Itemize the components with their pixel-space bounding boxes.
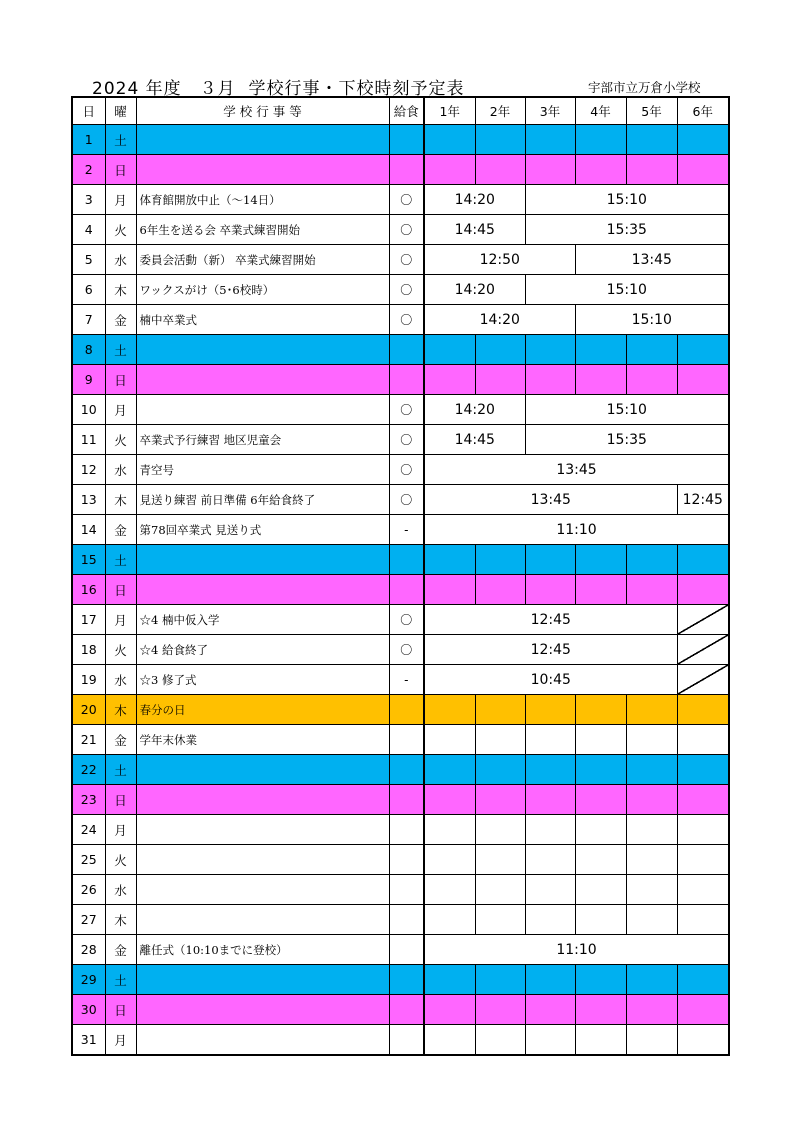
weekday: 金 bbox=[105, 725, 136, 755]
dismissal-time: 11:10 bbox=[424, 935, 729, 965]
dismissal-time: 15:10 bbox=[525, 185, 729, 215]
dismissal-time bbox=[575, 815, 626, 845]
dismissal-time bbox=[525, 785, 575, 815]
event-cell bbox=[136, 755, 389, 785]
dismissal-time bbox=[525, 1025, 575, 1056]
day-row bbox=[72, 455, 729, 485]
dismissal-time bbox=[475, 815, 525, 845]
day-number: 6 bbox=[72, 275, 105, 305]
lunch-cell bbox=[389, 335, 424, 365]
day-row bbox=[72, 155, 729, 185]
weekday: 木 bbox=[105, 695, 136, 725]
dismissal-time bbox=[575, 365, 626, 395]
header-events: 学 校 行 事 等 bbox=[136, 97, 389, 125]
dismissal-time bbox=[575, 845, 626, 875]
lunch-cell bbox=[389, 875, 424, 905]
weekday: 火 bbox=[105, 635, 136, 665]
lunch-cell: 〇 bbox=[389, 215, 424, 245]
dismissal-time bbox=[525, 995, 575, 1025]
weekday: 月 bbox=[105, 395, 136, 425]
day-row bbox=[72, 935, 729, 965]
weekday: 土 bbox=[105, 965, 136, 995]
day-row bbox=[72, 365, 729, 395]
day-number: 8 bbox=[72, 335, 105, 365]
dismissal-time bbox=[626, 695, 677, 725]
weekday: 土 bbox=[105, 755, 136, 785]
dismissal-time bbox=[525, 815, 575, 845]
day-row bbox=[72, 635, 729, 665]
school-name: 宇部市立万倉小学校 bbox=[588, 80, 701, 95]
dismissal-time: 14:20 bbox=[424, 395, 525, 425]
dismissal-time bbox=[475, 965, 525, 995]
day-row bbox=[72, 215, 729, 245]
header-grade-1: 1年 bbox=[424, 97, 475, 125]
day-row bbox=[72, 245, 729, 275]
weekday: 水 bbox=[105, 455, 136, 485]
day-number: 15 bbox=[72, 545, 105, 575]
lunch-cell: 〇 bbox=[389, 305, 424, 335]
dismissal-time bbox=[475, 785, 525, 815]
day-row bbox=[72, 1025, 729, 1056]
header-row bbox=[72, 97, 729, 125]
lunch-cell bbox=[389, 845, 424, 875]
day-number: 17 bbox=[72, 605, 105, 635]
event-cell: 体育館開放中止（〜14日） bbox=[136, 185, 389, 215]
dismissal-time bbox=[525, 965, 575, 995]
dismissal-time: 10:45 bbox=[424, 665, 677, 695]
dismissal-time bbox=[424, 755, 475, 785]
dismissal-time bbox=[677, 905, 729, 935]
dismissal-time bbox=[626, 995, 677, 1025]
lunch-cell bbox=[389, 905, 424, 935]
lunch-cell: 〇 bbox=[389, 455, 424, 485]
dismissal-time bbox=[575, 725, 626, 755]
event-cell: 春分の日 bbox=[136, 695, 389, 725]
event-cell bbox=[136, 1025, 389, 1056]
dismissal-time: 15:35 bbox=[525, 215, 729, 245]
weekday: 月 bbox=[105, 1025, 136, 1056]
day-row bbox=[72, 605, 729, 635]
lunch-cell: - bbox=[389, 665, 424, 695]
weekday: 月 bbox=[105, 185, 136, 215]
weekday: 火 bbox=[105, 425, 136, 455]
dismissal-time bbox=[677, 335, 729, 365]
dismissal-time: 14:20 bbox=[424, 305, 575, 335]
day-number: 21 bbox=[72, 725, 105, 755]
dismissal-time bbox=[475, 335, 525, 365]
day-row bbox=[72, 545, 729, 575]
dismissal-time bbox=[677, 965, 729, 995]
dismissal-time bbox=[424, 815, 475, 845]
dismissal-time bbox=[626, 815, 677, 845]
weekday: 日 bbox=[105, 155, 136, 185]
dismissal-time bbox=[424, 125, 475, 155]
event-cell bbox=[136, 905, 389, 935]
dismissal-time bbox=[626, 545, 677, 575]
dismissal-time: 12:45 bbox=[677, 485, 729, 515]
day-row bbox=[72, 305, 729, 335]
weekday: 水 bbox=[105, 245, 136, 275]
dismissal-time bbox=[525, 725, 575, 755]
dismissal-time bbox=[626, 155, 677, 185]
day-row bbox=[72, 875, 729, 905]
dismissal-time bbox=[626, 905, 677, 935]
day-number: 2 bbox=[72, 155, 105, 185]
event-cell: 離任式（10:10までに登校） bbox=[136, 935, 389, 965]
lunch-cell bbox=[389, 1025, 424, 1056]
dismissal-time: 15:10 bbox=[525, 395, 729, 425]
dismissal-time bbox=[575, 545, 626, 575]
day-row bbox=[72, 965, 729, 995]
day-number: 20 bbox=[72, 695, 105, 725]
event-cell bbox=[136, 785, 389, 815]
event-cell: 見送り練習 前日準備 6年給食終了 bbox=[136, 485, 389, 515]
lunch-cell: 〇 bbox=[389, 395, 424, 425]
dismissal-time: 14:20 bbox=[424, 185, 525, 215]
dismissal-time: 15:10 bbox=[575, 305, 729, 335]
dismissal-time bbox=[475, 545, 525, 575]
lunch-cell: 〇 bbox=[389, 425, 424, 455]
day-row bbox=[72, 335, 729, 365]
dismissal-time bbox=[677, 1025, 729, 1056]
dismissal-time bbox=[575, 155, 626, 185]
dismissal-time bbox=[677, 365, 729, 395]
day-row bbox=[72, 515, 729, 545]
day-row bbox=[72, 125, 729, 155]
page-title: 2024 年度 ３月 学校行事・下校時刻予定表 bbox=[92, 79, 465, 99]
lunch-cell bbox=[389, 815, 424, 845]
dismissal-time bbox=[677, 755, 729, 785]
dismissal-time bbox=[575, 965, 626, 995]
day-number: 30 bbox=[72, 995, 105, 1025]
day-number: 13 bbox=[72, 485, 105, 515]
dismissal-time bbox=[475, 575, 525, 605]
day-row bbox=[72, 815, 729, 845]
dismissal-time bbox=[677, 155, 729, 185]
weekday: 金 bbox=[105, 515, 136, 545]
event-cell: 委員会活動（新） 卒業式練習開始 bbox=[136, 245, 389, 275]
dismissal-time bbox=[677, 875, 729, 905]
header-weekday: 曜 bbox=[105, 97, 136, 125]
lunch-cell: 〇 bbox=[389, 245, 424, 275]
header-grade-6: 6年 bbox=[677, 97, 729, 125]
dismissal-time bbox=[677, 125, 729, 155]
day-row bbox=[72, 755, 729, 785]
weekday: 木 bbox=[105, 485, 136, 515]
dismissal-time bbox=[575, 575, 626, 605]
dismissal-time: 13:45 bbox=[575, 245, 729, 275]
weekday: 日 bbox=[105, 365, 136, 395]
dismissal-time: 13:45 bbox=[424, 485, 677, 515]
weekday: 木 bbox=[105, 905, 136, 935]
day-number: 12 bbox=[72, 455, 105, 485]
day-row bbox=[72, 725, 729, 755]
dismissal-time bbox=[575, 755, 626, 785]
header-day: 日 bbox=[72, 97, 105, 125]
dismissal-time bbox=[475, 845, 525, 875]
weekday: 日 bbox=[105, 785, 136, 815]
dismissal-time bbox=[475, 905, 525, 935]
lunch-cell bbox=[389, 575, 424, 605]
lunch-cell bbox=[389, 995, 424, 1025]
day-row bbox=[72, 395, 729, 425]
dismissal-time bbox=[626, 125, 677, 155]
weekday: 月 bbox=[105, 815, 136, 845]
dismissal-time bbox=[626, 1025, 677, 1056]
dismissal-time bbox=[525, 575, 575, 605]
weekday: 土 bbox=[105, 545, 136, 575]
dismissal-time bbox=[626, 875, 677, 905]
event-cell bbox=[136, 995, 389, 1025]
dismissal-time bbox=[424, 155, 475, 185]
lunch-cell: 〇 bbox=[389, 185, 424, 215]
weekday: 土 bbox=[105, 125, 136, 155]
event-cell: ☆4 楠中仮入学 bbox=[136, 605, 389, 635]
dismissal-time bbox=[626, 575, 677, 605]
dismissal-time bbox=[575, 875, 626, 905]
dismissal-time bbox=[575, 335, 626, 365]
event-cell bbox=[136, 545, 389, 575]
day-number: 31 bbox=[72, 1025, 105, 1056]
dismissal-time bbox=[424, 695, 475, 725]
dismissal-time: 14:45 bbox=[424, 215, 525, 245]
dismissal-time bbox=[677, 815, 729, 845]
header-grade-2: 2年 bbox=[475, 97, 525, 125]
dismissal-time bbox=[575, 125, 626, 155]
event-cell bbox=[136, 815, 389, 845]
lunch-cell bbox=[389, 155, 424, 185]
dismissal-time: 12:50 bbox=[424, 245, 575, 275]
event-cell bbox=[136, 575, 389, 605]
weekday: 土 bbox=[105, 335, 136, 365]
event-cell: 青空号 bbox=[136, 455, 389, 485]
day-number: 24 bbox=[72, 815, 105, 845]
day-number: 3 bbox=[72, 185, 105, 215]
header-grade-4: 4年 bbox=[575, 97, 626, 125]
day-row bbox=[72, 665, 729, 695]
day-number: 22 bbox=[72, 755, 105, 785]
not-applicable-cell bbox=[677, 605, 729, 635]
dismissal-time bbox=[626, 365, 677, 395]
lunch-cell bbox=[389, 785, 424, 815]
day-number: 25 bbox=[72, 845, 105, 875]
weekday: 日 bbox=[105, 995, 136, 1025]
dismissal-time bbox=[525, 845, 575, 875]
day-number: 23 bbox=[72, 785, 105, 815]
event-cell: 楠中卒業式 bbox=[136, 305, 389, 335]
weekday: 金 bbox=[105, 305, 136, 335]
dismissal-time: 15:35 bbox=[525, 425, 729, 455]
dismissal-time bbox=[424, 545, 475, 575]
dismissal-time: 14:45 bbox=[424, 425, 525, 455]
header-grade-3: 3年 bbox=[525, 97, 575, 125]
dismissal-time bbox=[424, 335, 475, 365]
lunch-cell: - bbox=[389, 515, 424, 545]
dismissal-time bbox=[677, 995, 729, 1025]
dismissal-time bbox=[677, 725, 729, 755]
day-number: 29 bbox=[72, 965, 105, 995]
dismissal-time bbox=[575, 1025, 626, 1056]
dismissal-time bbox=[575, 695, 626, 725]
dismissal-time: 14:20 bbox=[424, 275, 525, 305]
dismissal-time bbox=[475, 875, 525, 905]
dismissal-time bbox=[475, 995, 525, 1025]
event-cell: 学年末休業 bbox=[136, 725, 389, 755]
day-number: 16 bbox=[72, 575, 105, 605]
day-number: 14 bbox=[72, 515, 105, 545]
dismissal-time bbox=[677, 575, 729, 605]
lunch-cell bbox=[389, 965, 424, 995]
dismissal-time bbox=[424, 1025, 475, 1056]
event-cell bbox=[136, 125, 389, 155]
event-cell: 6年生を送る会 卒業式練習開始 bbox=[136, 215, 389, 245]
day-number: 4 bbox=[72, 215, 105, 245]
day-number: 7 bbox=[72, 305, 105, 335]
dismissal-time bbox=[575, 905, 626, 935]
weekday: 水 bbox=[105, 875, 136, 905]
dismissal-time bbox=[626, 725, 677, 755]
dismissal-time bbox=[475, 755, 525, 785]
day-row bbox=[72, 275, 729, 305]
dismissal-time bbox=[575, 785, 626, 815]
event-cell bbox=[136, 365, 389, 395]
weekday: 水 bbox=[105, 665, 136, 695]
dismissal-time bbox=[475, 155, 525, 185]
day-row bbox=[72, 695, 729, 725]
weekday: 火 bbox=[105, 845, 136, 875]
dismissal-time bbox=[626, 755, 677, 785]
day-number: 1 bbox=[72, 125, 105, 155]
dismissal-time bbox=[525, 755, 575, 785]
day-number: 11 bbox=[72, 425, 105, 455]
lunch-cell: 〇 bbox=[389, 635, 424, 665]
event-cell bbox=[136, 335, 389, 365]
day-row bbox=[72, 485, 729, 515]
dismissal-time bbox=[626, 965, 677, 995]
dismissal-time bbox=[575, 995, 626, 1025]
event-cell: ☆3 修了式 bbox=[136, 665, 389, 695]
lunch-cell bbox=[389, 725, 424, 755]
dismissal-time: 12:45 bbox=[424, 635, 677, 665]
day-row bbox=[72, 995, 729, 1025]
dismissal-time bbox=[677, 545, 729, 575]
dismissal-time bbox=[424, 875, 475, 905]
dismissal-time bbox=[424, 575, 475, 605]
dismissal-time bbox=[424, 905, 475, 935]
lunch-cell bbox=[389, 545, 424, 575]
lunch-cell: 〇 bbox=[389, 485, 424, 515]
dismissal-time bbox=[525, 875, 575, 905]
dismissal-time bbox=[424, 365, 475, 395]
dismissal-time bbox=[424, 725, 475, 755]
dismissal-time bbox=[677, 845, 729, 875]
day-number: 10 bbox=[72, 395, 105, 425]
dismissal-time bbox=[475, 695, 525, 725]
event-cell bbox=[136, 845, 389, 875]
lunch-cell bbox=[389, 695, 424, 725]
lunch-cell: 〇 bbox=[389, 275, 424, 305]
not-applicable-cell bbox=[677, 665, 729, 695]
weekday: 日 bbox=[105, 575, 136, 605]
event-cell bbox=[136, 875, 389, 905]
lunch-cell: 〇 bbox=[389, 605, 424, 635]
dismissal-time bbox=[475, 725, 525, 755]
dismissal-time bbox=[424, 995, 475, 1025]
dismissal-time bbox=[525, 125, 575, 155]
dismissal-time bbox=[475, 125, 525, 155]
dismissal-time bbox=[475, 365, 525, 395]
dismissal-time bbox=[475, 1025, 525, 1056]
weekday: 火 bbox=[105, 215, 136, 245]
day-row bbox=[72, 785, 729, 815]
header-grade-5: 5年 bbox=[626, 97, 677, 125]
dismissal-time: 15:10 bbox=[525, 275, 729, 305]
dismissal-time bbox=[424, 845, 475, 875]
dismissal-time: 11:10 bbox=[424, 515, 729, 545]
dismissal-time: 12:45 bbox=[424, 605, 677, 635]
day-row bbox=[72, 905, 729, 935]
dismissal-time bbox=[525, 365, 575, 395]
day-row bbox=[72, 845, 729, 875]
lunch-cell bbox=[389, 755, 424, 785]
event-cell: 卒業式予行練習 地区児童会 bbox=[136, 425, 389, 455]
dismissal-time bbox=[525, 335, 575, 365]
dismissal-time bbox=[525, 695, 575, 725]
day-number: 19 bbox=[72, 665, 105, 695]
lunch-cell bbox=[389, 935, 424, 965]
event-cell bbox=[136, 395, 389, 425]
day-number: 18 bbox=[72, 635, 105, 665]
day-row bbox=[72, 425, 729, 455]
dismissal-time bbox=[525, 155, 575, 185]
event-cell bbox=[136, 965, 389, 995]
dismissal-time bbox=[626, 845, 677, 875]
day-row bbox=[72, 575, 729, 605]
day-row bbox=[72, 185, 729, 215]
weekday: 木 bbox=[105, 275, 136, 305]
day-number: 28 bbox=[72, 935, 105, 965]
lunch-cell bbox=[389, 125, 424, 155]
not-applicable-cell bbox=[677, 635, 729, 665]
dismissal-time bbox=[626, 335, 677, 365]
dismissal-time bbox=[424, 785, 475, 815]
day-number: 26 bbox=[72, 875, 105, 905]
event-cell: ワックスがけ（5･6校時） bbox=[136, 275, 389, 305]
dismissal-time: 13:45 bbox=[424, 455, 729, 485]
weekday: 金 bbox=[105, 935, 136, 965]
day-number: 5 bbox=[72, 245, 105, 275]
dismissal-time bbox=[677, 785, 729, 815]
dismissal-time bbox=[424, 965, 475, 995]
dismissal-time bbox=[626, 785, 677, 815]
event-cell: 第78回卒業式 見送り式 bbox=[136, 515, 389, 545]
weekday: 月 bbox=[105, 605, 136, 635]
header-lunch: 給食 bbox=[389, 97, 424, 125]
event-cell: ☆4 給食終了 bbox=[136, 635, 389, 665]
dismissal-time bbox=[677, 695, 729, 725]
day-number: 27 bbox=[72, 905, 105, 935]
event-cell bbox=[136, 155, 389, 185]
lunch-cell bbox=[389, 365, 424, 395]
schedule-table bbox=[71, 96, 730, 1056]
dismissal-time bbox=[525, 905, 575, 935]
day-number: 9 bbox=[72, 365, 105, 395]
dismissal-time bbox=[525, 545, 575, 575]
